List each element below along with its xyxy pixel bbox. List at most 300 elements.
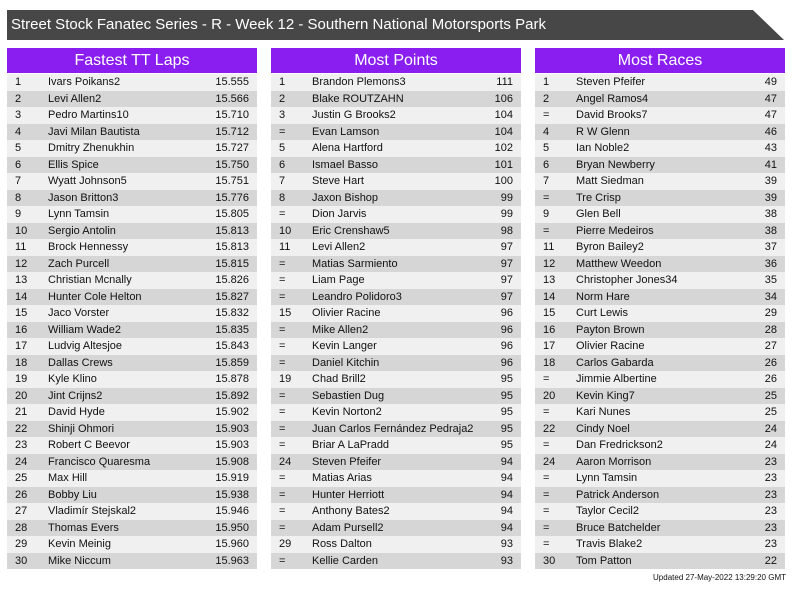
- value-cell: 97: [500, 241, 513, 253]
- driver-name-cell: Jint Crijns2: [48, 389, 103, 402]
- table-row: [7, 404, 257, 421]
- driver-name-cell: Christian Mcnally: [48, 274, 132, 286]
- value-cell: 15.826: [215, 274, 249, 286]
- rank-cell: 27: [15, 505, 28, 517]
- driver-name-cell: Kellie Carden: [312, 554, 379, 567]
- value-cell: 98: [500, 224, 513, 237]
- value-cell: 43: [764, 142, 777, 154]
- table-row: [271, 272, 521, 289]
- table-row: [7, 239, 257, 256]
- value-cell: 23: [764, 521, 777, 534]
- driver-name-cell: Bryan Newberry: [576, 158, 655, 171]
- driver-name-cell: Ismael Basso: [312, 158, 379, 171]
- value-cell: 95: [500, 389, 513, 402]
- driver-name-cell: Juan Carlos Fernández Pedraja2: [312, 422, 474, 435]
- value-cell: 111: [496, 76, 513, 88]
- value-cell: 95: [500, 406, 513, 418]
- value-cell: 94: [500, 488, 513, 501]
- table-row: [7, 536, 257, 553]
- driver-name-cell: Steven Pfeifer: [576, 76, 646, 88]
- table-row: [271, 371, 521, 388]
- rank-cell: =: [279, 323, 286, 336]
- panel-header: Most Points: [271, 48, 521, 73]
- rank-cell: 17: [543, 340, 556, 352]
- rank-cell: =: [279, 257, 286, 270]
- table-row: [7, 256, 257, 273]
- value-cell: 24: [764, 439, 777, 451]
- value-cell: 35: [764, 274, 777, 286]
- rank-cell: 22: [15, 422, 28, 435]
- driver-name-cell: Ian Noble2: [576, 142, 630, 154]
- driver-name-cell: Hunter Herriott: [312, 488, 385, 501]
- value-cell: 38: [764, 208, 777, 220]
- driver-name-cell: Evan Lamson: [312, 125, 380, 138]
- value-cell: 15.960: [215, 538, 249, 550]
- value-cell: 46: [764, 125, 777, 138]
- rank-cell: =: [279, 422, 286, 435]
- driver-name-cell: Angel Ramos4: [576, 92, 649, 105]
- table-row: [271, 107, 521, 124]
- rank-cell: 24: [279, 455, 292, 468]
- value-cell: 15.903: [215, 422, 249, 435]
- value-cell: 47: [764, 109, 777, 121]
- rank-cell: 8: [15, 191, 22, 204]
- driver-name-cell: Brock Hennessy: [48, 241, 129, 253]
- table-row: [271, 173, 521, 190]
- table-row: [271, 388, 521, 405]
- rank-cell: =: [279, 208, 286, 220]
- driver-name-cell: Thomas Evers: [48, 521, 119, 534]
- driver-name-cell: Kari Nunes: [576, 406, 631, 418]
- driver-name-cell: Bruce Batchelder: [576, 521, 661, 534]
- driver-name-cell: Mike Niccum: [48, 554, 111, 567]
- rank-cell: 20: [543, 389, 556, 402]
- table-row: [535, 256, 785, 273]
- rank-cell: =: [543, 373, 550, 385]
- table-row: [535, 322, 785, 339]
- rank-cell: =: [279, 521, 286, 534]
- driver-name-cell: Glen Bell: [576, 208, 621, 220]
- table-row: [7, 470, 257, 487]
- table-row: [535, 553, 785, 570]
- rank-cell: 20: [15, 389, 28, 402]
- value-cell: 39: [764, 191, 777, 204]
- rank-cell: 16: [543, 323, 556, 336]
- table-row: [271, 124, 521, 141]
- rank-cell: 29: [15, 538, 28, 550]
- table-row: [535, 190, 785, 207]
- value-cell: 39: [764, 175, 777, 187]
- table-row: [7, 107, 257, 124]
- rank-cell: 3: [279, 109, 286, 121]
- driver-name-cell: Pierre Medeiros: [576, 224, 654, 237]
- driver-name-cell: Lynn Tamsin: [48, 208, 110, 220]
- driver-name-cell: Jaxon Bishop: [312, 191, 379, 204]
- value-cell: 15.878: [215, 373, 249, 385]
- rank-cell: =: [543, 191, 550, 204]
- driver-name-cell: Matthew Weedon: [576, 257, 662, 270]
- table-row: [535, 206, 785, 223]
- value-cell: 97: [500, 290, 513, 303]
- driver-name-cell: Matias Sarmiento: [312, 257, 398, 270]
- driver-name-cell: Blake ROUTZAHN: [312, 92, 404, 105]
- value-cell: 95: [500, 373, 513, 385]
- rank-cell: 8: [279, 191, 286, 204]
- table-row: [271, 223, 521, 240]
- rank-cell: 10: [15, 224, 28, 237]
- value-cell: 23: [764, 538, 777, 550]
- rank-cell: 1: [279, 76, 286, 88]
- value-cell: 15.963: [215, 554, 249, 567]
- table-row: [271, 470, 521, 487]
- rank-cell: 19: [279, 373, 292, 385]
- rank-cell: =: [279, 488, 286, 501]
- driver-name-cell: David Brooks7: [576, 109, 648, 121]
- rank-cell: 7: [15, 175, 22, 187]
- rank-cell: 4: [15, 125, 22, 138]
- driver-name-cell: Bobby Liu: [48, 488, 97, 501]
- value-cell: 97: [500, 274, 513, 286]
- driver-name-cell: Javi Milan Bautista: [48, 125, 140, 138]
- value-cell: 49: [764, 76, 777, 88]
- table-row: [535, 404, 785, 421]
- table-row: [271, 338, 521, 355]
- driver-name-cell: Sebastien Dug: [312, 389, 385, 402]
- panel-most-points: [271, 48, 521, 569]
- table-row: [271, 437, 521, 454]
- driver-name-cell: Liam Page: [312, 274, 365, 286]
- value-cell: 15.805: [215, 208, 249, 220]
- rank-cell: 18: [543, 356, 556, 369]
- driver-name-cell: Carlos Gabarda: [576, 356, 654, 369]
- driver-name-cell: Travis Blake2: [576, 538, 643, 550]
- rank-cell: =: [279, 340, 286, 352]
- value-cell: 96: [500, 307, 513, 319]
- driver-name-cell: Taylor Cecil2: [576, 505, 639, 517]
- rank-cell: 30: [15, 554, 28, 567]
- value-cell: 99: [500, 191, 513, 204]
- table-row: [535, 520, 785, 537]
- value-cell: 15.950: [215, 521, 249, 534]
- table-row: [535, 487, 785, 504]
- value-cell: 93: [500, 538, 513, 550]
- value-cell: 15.892: [215, 389, 249, 402]
- table-row: [535, 173, 785, 190]
- table-row: [7, 520, 257, 537]
- driver-name-cell: David Hyde: [48, 406, 105, 418]
- rank-cell: 5: [543, 142, 550, 154]
- value-cell: 15.813: [215, 224, 249, 237]
- rank-cell: 15: [15, 307, 28, 319]
- driver-name-cell: Olivier Racine: [576, 340, 645, 352]
- value-cell: 28: [764, 323, 777, 336]
- table-row: [271, 74, 521, 91]
- rank-cell: 9: [15, 208, 22, 220]
- rank-cell: 2: [15, 92, 22, 105]
- driver-name-cell: Curt Lewis: [576, 307, 628, 319]
- rank-cell: 2: [543, 92, 550, 105]
- table-row: [535, 91, 785, 108]
- rank-cell: 17: [15, 340, 28, 352]
- value-cell: 15.727: [215, 142, 249, 154]
- value-cell: 23: [764, 455, 777, 468]
- value-cell: 15.776: [215, 191, 249, 204]
- table-row: [7, 388, 257, 405]
- rank-cell: 15: [543, 307, 556, 319]
- driver-name-cell: Daniel Kitchin: [312, 356, 380, 369]
- value-cell: 15.903: [215, 439, 249, 451]
- table-row: [7, 272, 257, 289]
- value-cell: 15.750: [215, 158, 249, 171]
- value-cell: 15.832: [215, 307, 249, 319]
- rank-cell: 4: [543, 125, 550, 138]
- rank-cell: 19: [15, 373, 28, 385]
- panel-fastest-tt-laps: [7, 48, 257, 569]
- table-row: [535, 503, 785, 520]
- table-row: [7, 553, 257, 570]
- rank-cell: 18: [15, 356, 28, 369]
- driver-name-cell: Ludvig Altesjoe: [48, 340, 122, 352]
- updated-timestamp: Updated 27-May-2022 13:29:20 GMT: [653, 573, 786, 582]
- rank-cell: =: [279, 439, 286, 451]
- table-row: [271, 157, 521, 174]
- value-cell: 41: [764, 158, 777, 171]
- rank-cell: 6: [15, 158, 22, 171]
- driver-name-cell: R W Glenn: [576, 125, 630, 138]
- driver-name-cell: Kyle Klino: [48, 373, 97, 385]
- panel-header: Fastest TT Laps: [7, 48, 257, 73]
- value-cell: 15.827: [215, 290, 249, 303]
- rank-cell: 24: [543, 455, 556, 468]
- driver-name-cell: Tre Crisp: [576, 191, 621, 204]
- rank-cell: 23: [15, 439, 28, 451]
- table-row: [7, 190, 257, 207]
- value-cell: 96: [500, 323, 513, 336]
- driver-name-cell: Sergio Antolin: [48, 224, 116, 237]
- driver-name-cell: Tom Patton: [576, 554, 632, 567]
- table-row: [535, 470, 785, 487]
- table-row: [271, 256, 521, 273]
- table-row: [7, 206, 257, 223]
- rank-cell: 5: [279, 142, 286, 154]
- value-cell: 26: [764, 373, 777, 385]
- value-cell: 15.712: [215, 125, 249, 138]
- rank-cell: =: [543, 488, 550, 501]
- rank-cell: =: [279, 472, 286, 484]
- value-cell: 101: [494, 158, 513, 171]
- leaderboard-rows: [535, 74, 785, 569]
- rank-cell: 14: [15, 290, 28, 303]
- value-cell: 15.946: [215, 505, 249, 517]
- driver-name-cell: Brandon Plemons3: [312, 76, 406, 88]
- value-cell: 36: [764, 257, 777, 270]
- table-row: [271, 553, 521, 570]
- table-row: [271, 487, 521, 504]
- rank-cell: =: [279, 125, 286, 138]
- rank-cell: 28: [15, 521, 28, 534]
- table-row: [271, 404, 521, 421]
- rank-cell: 15: [279, 307, 292, 319]
- driver-name-cell: Pedro Martins10: [48, 109, 129, 121]
- table-row: [535, 140, 785, 157]
- value-cell: 26: [764, 356, 777, 369]
- rank-cell: 22: [543, 422, 556, 435]
- table-row: [271, 322, 521, 339]
- driver-name-cell: Ellis Spice: [48, 158, 99, 171]
- table-row: [7, 140, 257, 157]
- table-row: [7, 124, 257, 141]
- value-cell: 15.938: [215, 488, 249, 501]
- value-cell: 25: [764, 389, 777, 402]
- table-row: [7, 421, 257, 438]
- table-row: [7, 355, 257, 372]
- value-cell: 93: [500, 554, 513, 567]
- value-cell: 15.710: [215, 109, 249, 121]
- table-row: [535, 124, 785, 141]
- value-cell: 23: [764, 488, 777, 501]
- table-row: [271, 355, 521, 372]
- driver-name-cell: Anthony Bates2: [312, 505, 390, 517]
- driver-name-cell: Vladimír Stejskal2: [48, 505, 137, 517]
- driver-name-cell: Jason Britton3: [48, 191, 119, 204]
- table-row: [271, 503, 521, 520]
- driver-name-cell: Kevin Norton2: [312, 406, 382, 418]
- rank-cell: 1: [15, 76, 22, 88]
- value-cell: 15.902: [215, 406, 249, 418]
- table-row: [7, 454, 257, 471]
- rank-cell: 5: [15, 142, 22, 154]
- rank-cell: 30: [543, 554, 556, 567]
- table-row: [535, 437, 785, 454]
- driver-name-cell: Christopher Jones34: [576, 274, 678, 286]
- table-row: [271, 239, 521, 256]
- driver-name-cell: Robert C Beevor: [48, 439, 130, 451]
- table-row: [7, 437, 257, 454]
- rank-cell: 2: [279, 92, 286, 105]
- value-cell: 95: [500, 422, 513, 435]
- table-row: [535, 388, 785, 405]
- table-row: [7, 173, 257, 190]
- value-cell: 94: [500, 521, 513, 534]
- driver-name-cell: Matias Arias: [312, 472, 372, 484]
- rank-cell: =: [279, 505, 286, 517]
- table-row: [7, 487, 257, 504]
- table-row: [7, 157, 257, 174]
- value-cell: 102: [494, 142, 513, 154]
- value-cell: 15.813: [215, 241, 249, 253]
- value-cell: 29: [764, 307, 777, 319]
- driver-name-cell: Matt Siedman: [576, 175, 644, 187]
- rank-cell: 25: [15, 472, 28, 484]
- value-cell: 27: [764, 340, 777, 352]
- rank-cell: 1: [543, 76, 550, 88]
- driver-name-cell: Aaron Morrison: [576, 455, 652, 468]
- table-row: [7, 338, 257, 355]
- rank-cell: =: [543, 109, 550, 121]
- driver-name-cell: Francisco Quaresma: [48, 455, 151, 468]
- value-cell: 15.843: [215, 340, 249, 352]
- table-row: [535, 305, 785, 322]
- table-row: [271, 536, 521, 553]
- rank-cell: 9: [543, 208, 550, 220]
- driver-name-cell: Levi Allen2: [48, 92, 102, 105]
- table-row: [7, 305, 257, 322]
- rank-cell: =: [279, 406, 286, 418]
- value-cell: 15.835: [215, 323, 249, 336]
- driver-name-cell: Leandro Polidoro3: [312, 290, 402, 303]
- driver-name-cell: Alena Hartford: [312, 142, 383, 154]
- value-cell: 15.859: [215, 356, 249, 369]
- rank-cell: 12: [15, 257, 28, 270]
- table-row: [271, 289, 521, 306]
- rank-cell: =: [543, 406, 550, 418]
- table-row: [535, 355, 785, 372]
- rank-cell: 6: [543, 158, 550, 171]
- rank-cell: =: [543, 472, 550, 484]
- rank-cell: =: [279, 290, 286, 303]
- driver-name-cell: Jaco Vorster: [48, 307, 110, 319]
- leaderboard-rows: [271, 74, 521, 569]
- driver-name-cell: Justin G Brooks2: [312, 109, 396, 121]
- driver-name-cell: Dmitry Zhenukhin: [48, 142, 135, 154]
- rank-cell: 11: [543, 241, 555, 253]
- table-row: [271, 190, 521, 207]
- value-cell: 97: [500, 257, 513, 270]
- rank-cell: =: [279, 274, 286, 286]
- value-cell: 15.566: [215, 92, 249, 105]
- rank-cell: 21: [15, 406, 28, 418]
- rank-cell: =: [543, 505, 550, 517]
- rank-cell: =: [543, 521, 550, 534]
- value-cell: 15.908: [215, 455, 249, 468]
- rank-cell: 13: [543, 274, 556, 286]
- rank-cell: =: [543, 439, 550, 451]
- value-cell: 23: [764, 505, 777, 517]
- rank-cell: 13: [15, 274, 28, 286]
- rank-cell: 7: [279, 175, 286, 187]
- value-cell: 104: [494, 125, 513, 138]
- value-cell: 23: [764, 472, 777, 484]
- leaderboard-rows: [7, 74, 257, 569]
- value-cell: 15.919: [215, 472, 249, 484]
- driver-name-cell: Dion Jarvis: [312, 208, 367, 220]
- value-cell: 47: [764, 92, 777, 105]
- rank-cell: 7: [543, 175, 550, 187]
- table-row: [271, 421, 521, 438]
- rank-cell: =: [279, 554, 286, 567]
- table-row: [535, 421, 785, 438]
- table-row: [271, 520, 521, 537]
- table-row: [271, 140, 521, 157]
- rank-cell: 6: [279, 158, 286, 171]
- rank-cell: 3: [15, 109, 22, 121]
- driver-name-cell: Mike Allen2: [312, 323, 369, 336]
- rank-cell: 26: [15, 488, 28, 501]
- value-cell: 94: [500, 472, 513, 484]
- driver-name-cell: Shinji Ohmori: [48, 422, 115, 435]
- table-row: [535, 289, 785, 306]
- rank-cell: 11: [279, 241, 291, 253]
- driver-name-cell: Levi Allen2: [312, 241, 366, 253]
- value-cell: 104: [494, 109, 513, 121]
- value-cell: 15.815: [215, 257, 249, 270]
- driver-name-cell: William Wade2: [48, 323, 121, 336]
- value-cell: 106: [494, 92, 513, 105]
- driver-name-cell: Kevin King7: [576, 389, 635, 402]
- table-row: [535, 536, 785, 553]
- rank-cell: 29: [279, 538, 292, 550]
- rank-cell: =: [543, 538, 550, 550]
